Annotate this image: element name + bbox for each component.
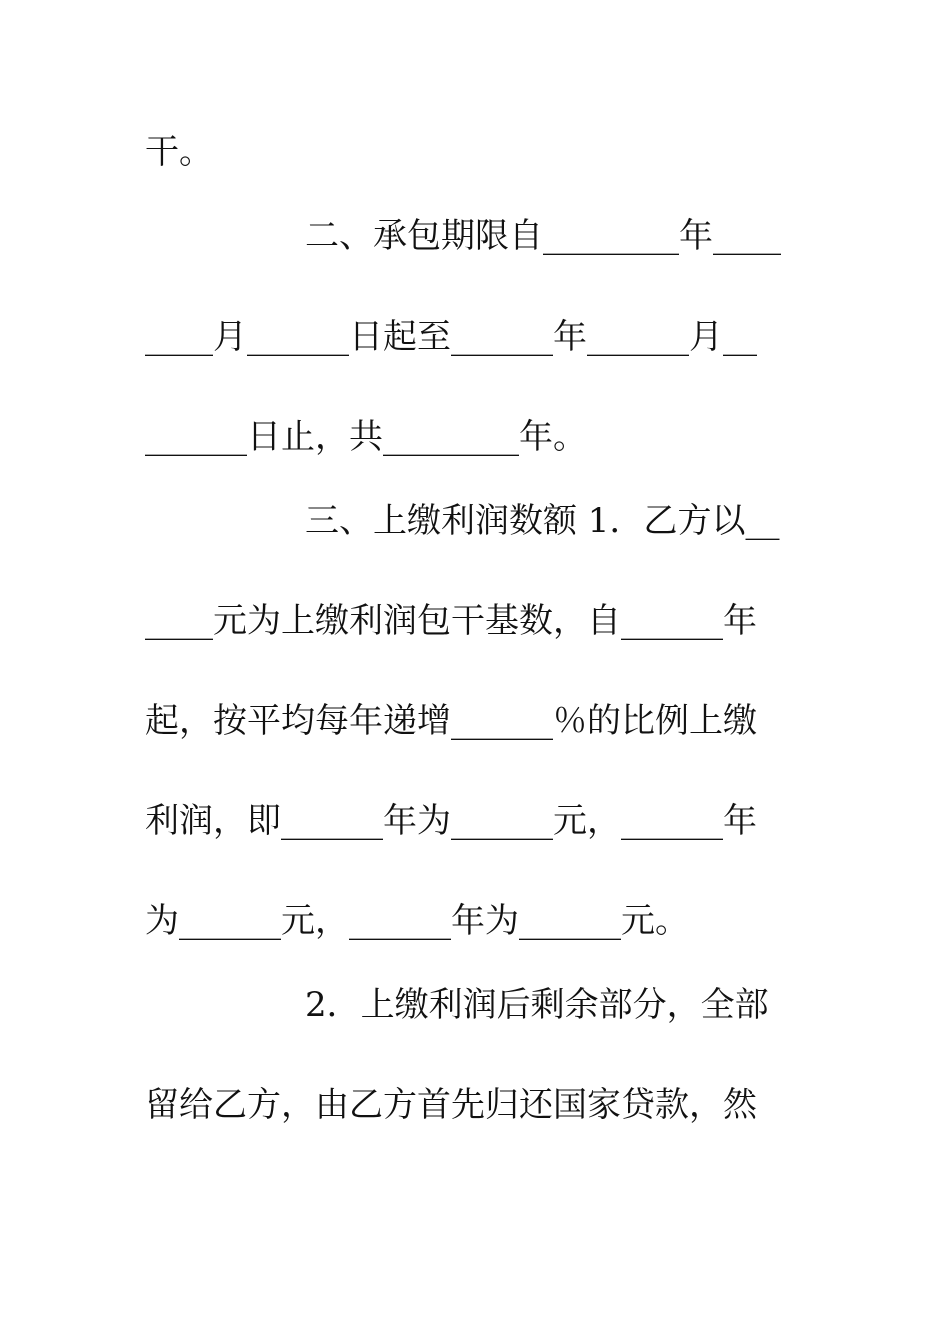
- text-line-2-clause-2-heading: 二、承包期限自________年____: [305, 216, 781, 256]
- text-line-9: 为______元，______年为______元。: [145, 901, 689, 941]
- text-line-3: ____月______日起至______年______月__: [145, 317, 757, 357]
- text-line-6: ____元为上缴利润包干基数，自______年: [145, 601, 757, 641]
- text-line-7: 起，按平均每年递增______％的比例上缴: [145, 701, 757, 741]
- text-line-1: 干。: [145, 132, 213, 172]
- text-line-11: 留给乙方，由乙方首先归还国家贷款，然: [145, 1085, 757, 1125]
- text-line-5-clause-3-heading: 三、上缴利润数额 1．乙方以__: [305, 501, 780, 541]
- text-line-8: 利润，即______年为______元，______年: [145, 801, 757, 841]
- text-line-4: ______日止，共________年。: [145, 417, 587, 457]
- text-line-10-item-2: 2．上缴利润后剩余部分，全部: [305, 985, 769, 1025]
